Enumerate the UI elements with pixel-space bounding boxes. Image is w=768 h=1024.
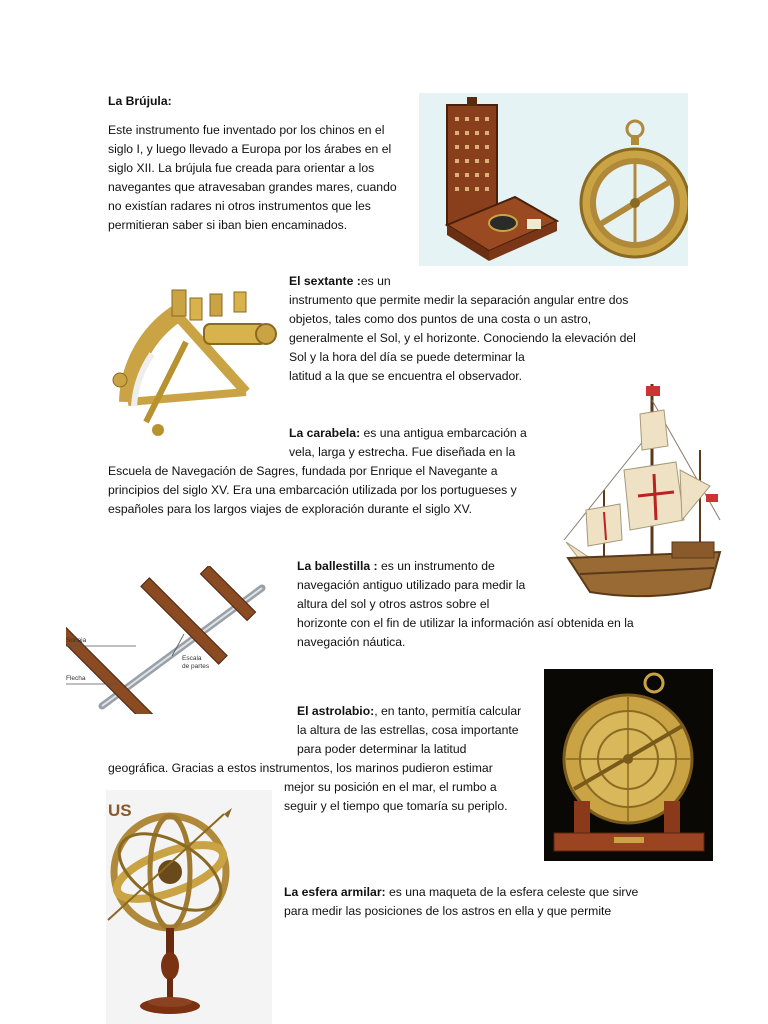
sextante-line: instrumento que permite medir la separación angular entre dos	[289, 293, 629, 307]
carabela-line: españoles para los largos viajes de exploración durante el siglo XV.	[108, 502, 473, 516]
ballestilla-line: altura del sol y otros astros sobre el	[297, 597, 490, 611]
brujula-line: Este instrumento fue inventado por los chinos en el	[108, 123, 385, 137]
esfera-term: La esfera armilar:	[284, 885, 386, 899]
ballestilla-line: horizonte con el fin de utilizar la información así obtenida en la	[297, 616, 634, 630]
armillary-sphere-photo	[106, 790, 272, 1024]
esfera-line-first	[284, 883, 638, 902]
ballestilla-line: navegación náutica.	[297, 635, 406, 649]
label-sonaja: Sonaja	[66, 637, 87, 644]
ballestilla-term: La ballestilla :	[297, 559, 378, 573]
ballestilla-line-first-rest: es un instrumento de	[377, 559, 495, 573]
astrolabio-line: seguir y el tiempo que tomaría su periplo.	[284, 799, 508, 813]
brujula-line: navegantes que atravesaban grandes mares, cuando	[108, 180, 397, 194]
sextante-line: Sol y la hora del día se puede determinar la	[289, 350, 525, 364]
logo-text: US	[108, 801, 132, 820]
brujula-line: siglo I, y luego llevado a Europa por los árabes en el	[108, 142, 392, 156]
astrolabio-term: El astrolabio:	[297, 704, 375, 718]
brujula-heading: La Brújula:	[108, 94, 172, 108]
astrolabio-line: la altura de las estrellas, cosa importante	[297, 723, 519, 737]
sextante-line: objetos, tales como dos puntos de una costa o un astro,	[289, 312, 592, 326]
sextante-term: El sextante :	[289, 274, 361, 288]
astrolabio-line-first-rest: , en tanto, permitía calcular	[374, 704, 522, 718]
astrolabe-photo	[544, 669, 713, 861]
sextante-line: generalmente el Sol, y el horizonte. Conociendo la elevación del	[289, 331, 636, 345]
carabela-line: principios del siglo XV. Era una embarcación utilizada por los portugueses y	[108, 483, 517, 497]
astrolabio-line: para poder determinar la latitud	[297, 742, 467, 756]
ballestilla-line-first	[297, 557, 495, 576]
sextante-line-first-rest: es un	[360, 274, 391, 288]
carabela-line: vela, larga y estrecha. Fue diseñada en la	[289, 445, 516, 459]
label-de-partes: de partes	[182, 663, 210, 670]
astrolabio-line: mejor su posición en el mar, el rumbo a	[284, 780, 497, 794]
esfera-line: para medir las posiciones de los astros en ella y que permite	[284, 904, 612, 918]
astrolabio-line-first	[297, 702, 521, 721]
ballestilla-line: navegación antiguo utilizado para medir la	[297, 578, 526, 592]
brujula-line: siglo XII. La brújula fue creada para orientar a los	[108, 161, 375, 175]
astrolabio-line: geográfica. Gracias a estos instrumentos, los marinos pudieron estimar	[108, 761, 493, 775]
sextante-line-first	[289, 272, 391, 291]
sextante-line: latitud a la que se encuentra el observador.	[289, 369, 523, 383]
carabela-line: Escuela de Navegación de Sagres, fundada por Enrique el Navegante a	[108, 464, 498, 478]
label-flecha: Flecha	[66, 675, 86, 682]
sextant-photo	[106, 272, 278, 442]
carabela-line-first	[289, 424, 527, 443]
caravel-ship-photo	[560, 370, 724, 606]
carabela-line-first-rest: es una antigua embarcación a	[360, 426, 527, 440]
compass-and-astrolabe-photo	[419, 93, 688, 266]
carabela-term: La carabela:	[289, 426, 361, 440]
label-escala: Escala	[182, 655, 202, 662]
cross-staff-diagram	[66, 566, 266, 714]
brujula-line: no existían radares ni otros instrumentos que les	[108, 199, 371, 213]
brujula-line: permitieran saber si iban bien encaminados.	[108, 218, 348, 232]
esfera-line-first-rest: es una maqueta de la esfera celeste que sirve	[385, 885, 639, 899]
